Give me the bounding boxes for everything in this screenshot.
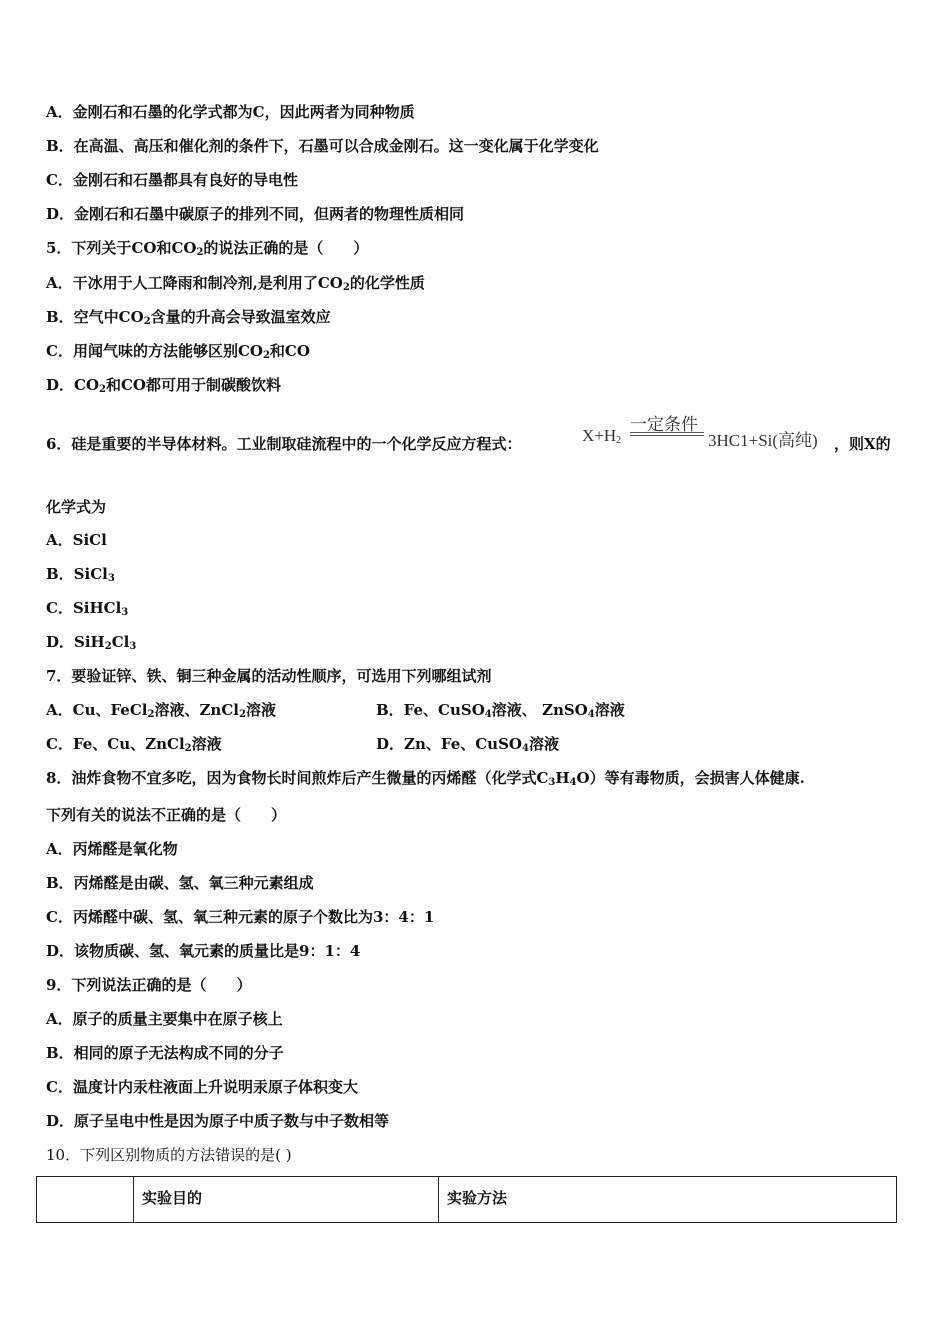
q6-eq-double-bar <box>630 432 704 436</box>
q9-option-c: C．温度计内汞柱液面上升说明汞原子体积变大 <box>46 1078 358 1096</box>
q6-eq-lhs <box>582 426 621 446</box>
q9-stem: 9．下列说法正确的是（ ） <box>46 976 252 994</box>
q5-c-pre: C．用闻气味的方法能够区别CO <box>46 342 263 360</box>
q8-option-b: B．丙烯醛是由碳、氢、氧三种元素组成 <box>46 874 314 892</box>
q7-option-b <box>376 700 625 720</box>
q8-stem-post: O）等有毒物质，会损害人体健康. <box>576 769 805 787</box>
q6-b-sub: 3 <box>107 573 115 584</box>
q6-stem-cont: 化学式为 <box>46 498 107 516</box>
q5-c-sub: 2 <box>262 350 270 361</box>
q9-option-b: B．相同的原子无法构成不同的分子 <box>46 1044 284 1062</box>
q7-option-d <box>376 734 559 754</box>
table-header-cell: 实验目的 <box>134 1177 439 1223</box>
q5-d-pre: D．CO <box>46 376 100 394</box>
q6-eq-lhs-text: X+H <box>582 426 617 445</box>
q6-b-pre: B．SiCl <box>46 565 108 583</box>
q7-b-mid: 溶液、 ZnSO <box>491 701 588 719</box>
q6-eq-lhs-sub: 2 <box>616 435 622 446</box>
q7-d-sub: 4 <box>521 743 529 754</box>
q10-table <box>36 1176 897 1223</box>
q6-c-sub: 3 <box>121 607 129 618</box>
q5-d-sub: 2 <box>99 384 106 395</box>
q7-a-post: 溶液 <box>245 701 276 719</box>
q5-stem-pre: 5．下列关于CO和CO <box>46 239 197 257</box>
q5-a-pre: A．干冰用于人工降雨和制冷剂,是利用了CO <box>46 274 343 292</box>
q6-stem-post: ，则X的 <box>834 435 891 453</box>
q6-c-pre: C．SiHCl <box>46 599 122 617</box>
q6-option-c <box>46 598 128 618</box>
q4-option-a: A．金刚石和石墨的化学式都为C，因此两者为同种物质 <box>46 103 415 121</box>
q8-option-d: D．该物质碳、氢、氧元素的质量比是9：1：4 <box>46 942 361 960</box>
q7-a-pre: A．Cu、FeCl <box>46 701 148 719</box>
q5-a-post: 的化学性质 <box>349 274 425 292</box>
q7-option-a <box>46 700 276 720</box>
q7-c-pre: C．Fe、Cu、ZnCl <box>46 735 185 753</box>
q5-option-b <box>46 307 331 327</box>
q7-option-c <box>46 734 222 754</box>
q7-a-mid: 溶液、ZnCl <box>154 701 239 719</box>
table-header-row <box>37 1177 897 1223</box>
q8-stem-pre: 8．油炸食物不宜多吃，因为食物长时间煎炸后产生微量的丙烯醛（化学式C <box>46 769 549 787</box>
q5-b-post: 含量的升高会导致温室效应 <box>150 308 331 326</box>
q6-stem: 6．硅是重要的半导体材料。工业制取硅流程中的一个化学反应方程式： <box>46 435 522 453</box>
q8-option-a: A．丙烯醛是氧化物 <box>46 840 178 858</box>
q5-option-d <box>46 375 281 395</box>
q5-option-c <box>46 341 310 361</box>
q4-option-c: C．金刚石和石墨都具有良好的导电性 <box>46 171 298 189</box>
q7-d-post: 溶液 <box>528 735 559 753</box>
q6-eq-rhs: 3HC1+Si(高纯) <box>708 431 818 450</box>
q7-c-sub: 2 <box>184 743 192 754</box>
q5-option-a <box>46 273 425 293</box>
q6-option-d <box>46 632 136 652</box>
q5-stem <box>46 238 368 258</box>
q5-stem-post: 的说法正确的是（ ） <box>203 239 369 257</box>
q7-d-pre: D．Zn、Fe、CuSO <box>376 735 522 753</box>
q7-a-sub1: 2 <box>147 709 155 720</box>
q8-stem-mid: H <box>555 769 570 787</box>
q7-b-sub2: 4 <box>587 709 595 720</box>
q6-d-sub1: 2 <box>104 641 112 652</box>
q7-b-pre: B．Fe、CuSO <box>376 701 485 719</box>
q4-option-b: B．在高温、高压和催化剂的条件下，石墨可以合成金刚石。这一变化属于化学变化 <box>46 137 599 155</box>
q9-option-d: D．原子呈电中性是因为原子中质子数与中子数相等 <box>46 1112 390 1130</box>
q5-stem-sub: 2 <box>196 247 204 258</box>
q9-option-a: A．原子的质量主要集中在原子核上 <box>46 1010 283 1028</box>
q6-d-pre: D．SiH <box>46 633 105 651</box>
q8-option-c: C．丙烯醛中碳、氢、氧三种元素的原子个数比为3：4：1 <box>46 908 435 926</box>
q7-stem: 7．要验证锌、铁、铜三种金属的活动性顺序，可选用下列哪组试剂 <box>46 667 492 685</box>
table-header-cell: 实验方法 <box>439 1177 897 1223</box>
q4-option-d: D．金刚石和石墨中碳原子的排列不同，但两者的物理性质相同 <box>46 205 465 223</box>
q8-stem-cont: 下列有关的说法不正确的是（ ） <box>46 806 287 824</box>
q6-eq-condition: 一定条件 <box>630 415 698 434</box>
q5-b-pre: B．空气中CO <box>46 308 144 326</box>
q6-d-sub2: 3 <box>129 641 137 652</box>
q7-c-post: 溶液 <box>191 735 222 753</box>
q7-a-sub2: 2 <box>238 709 246 720</box>
q5-c-post: 和CO <box>269 342 310 360</box>
q6-option-a: A．SiCl <box>46 531 107 549</box>
q7-b-sub1: 4 <box>484 709 492 720</box>
q8-stem-sub1: 3 <box>548 777 556 788</box>
q7-b-post: 溶液 <box>594 701 625 719</box>
q8-stem <box>46 768 805 788</box>
q5-a-sub: 2 <box>342 282 350 293</box>
q5-b-sub: 2 <box>143 316 151 327</box>
q8-stem-sub2: 4 <box>569 777 577 788</box>
q5-d-post: 和CO都可用于制碳酸饮料 <box>105 376 281 394</box>
table-header-cell <box>37 1177 134 1223</box>
q10-stem: 10．下列区别物质的方法错误的是( ) <box>46 1146 292 1164</box>
q6-d-mid: Cl <box>111 633 130 651</box>
q6-option-b <box>46 564 115 584</box>
